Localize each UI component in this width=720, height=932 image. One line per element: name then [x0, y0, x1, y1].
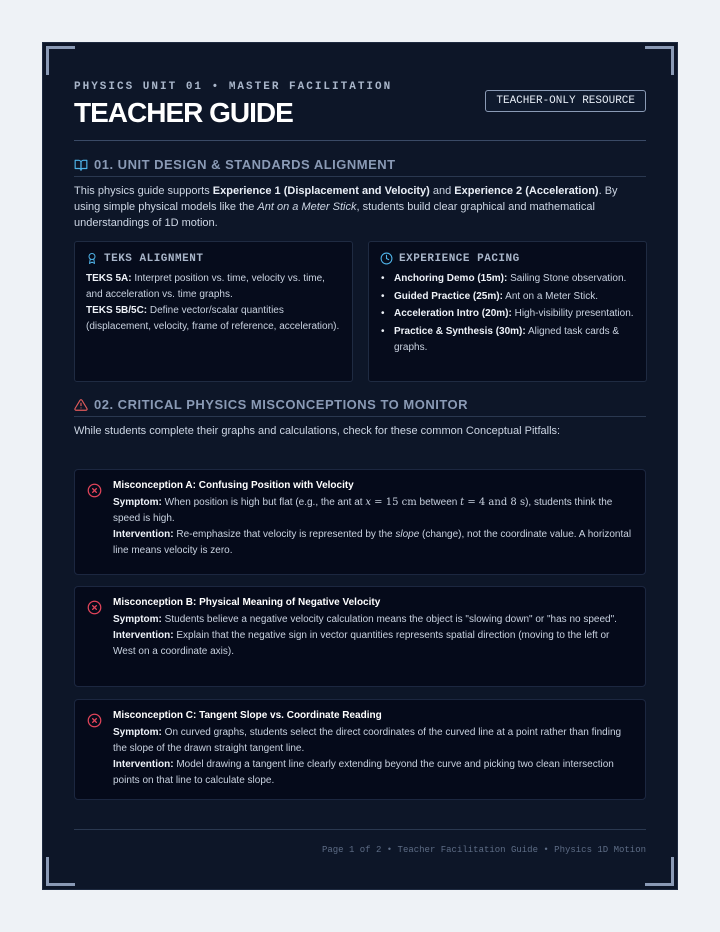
experience-pacing-card	[368, 241, 647, 382]
pacing-label: Acceleration Intro (20m):	[394, 308, 512, 319]
clock-icon	[380, 252, 393, 265]
pacing-item	[380, 324, 635, 356]
symptom-text	[113, 495, 633, 527]
error-x-circle-icon	[87, 713, 102, 728]
math-value: = 4 and 8 s	[464, 497, 526, 508]
intervention-text	[113, 527, 633, 559]
teks-text: Interpret position vs. time, velocity vs. time, and acceleration vs. time graphs.	[86, 273, 325, 300]
intervention-text	[113, 628, 633, 660]
open-book-icon	[74, 158, 88, 172]
symptom-label: Symptom:	[113, 614, 162, 625]
corner-bracket-bottom-right	[645, 857, 674, 886]
teks-card-body	[86, 271, 341, 335]
symptom-part: When position is high but flat (e.g., the ant at	[161, 497, 366, 508]
error-x-circle-icon	[87, 483, 102, 498]
pacing-text: Aligned task cards & graphs.	[394, 325, 620, 353]
symptom-label: Symptom:	[113, 497, 162, 508]
pacing-text: Sailing Stone observation.	[507, 273, 627, 284]
corner-bracket-top-right	[645, 46, 674, 75]
pacing-list	[380, 271, 635, 356]
intro-experience-1: Experience 1 (Displacement and Velocity)	[212, 185, 430, 197]
corner-bracket-top-left	[46, 46, 75, 75]
section-1-title: 01. UNIT DESIGN & STANDARDS ALIGNMENT	[94, 157, 396, 172]
symptom-part: On curved graphs, students select the direct coordinates of the curved line at a point rather than finding the slope of the drawn straight tangent line.	[113, 727, 622, 754]
teks-code: TEKS 5B/5C:	[86, 305, 148, 316]
symptom-label: Symptom:	[113, 727, 162, 738]
misconception-card-b	[74, 586, 646, 687]
math-variable: t	[460, 497, 465, 508]
misconception-body	[113, 612, 633, 660]
intro-text: , students build clear graphical and mathematical understandings of 1D motion.	[74, 201, 595, 229]
intervention-part: Re-emphasize that velocity is represented by the	[173, 529, 396, 540]
intro-experience-2: Experience 2 (Acceleration)	[454, 185, 599, 197]
intro-text: This physics guide supports	[74, 185, 213, 197]
misconception-title: Misconception A: Confusing Position with Velocity	[113, 480, 354, 491]
error-x-circle-icon	[87, 600, 102, 615]
section-2-title: 02. CRITICAL PHYSICS MISCONCEPTIONS TO MONITOR	[94, 397, 469, 412]
header-divider	[74, 140, 646, 141]
intervention-label: Intervention:	[113, 759, 174, 770]
teks-card-title: TEKS ALIGNMENT	[104, 252, 204, 265]
footer-divider	[74, 829, 646, 830]
pacing-item	[380, 271, 635, 287]
pacing-card-title: EXPERIENCE PACING	[399, 252, 520, 265]
symptom-text	[113, 612, 633, 628]
misconception-title: Misconception B: Physical Meaning of Negative Velocity	[113, 597, 381, 608]
intervention-part: (change), not the coordinate value. A horizontal line means velocity is zero.	[113, 529, 632, 556]
section-2-heading	[74, 397, 646, 417]
pacing-label: Practice & Synthesis (30m):	[394, 325, 526, 337]
intervention-label: Intervention:	[113, 529, 174, 540]
teks-item	[86, 303, 341, 335]
intervention-emphasis: slope	[395, 529, 420, 540]
section-2-intro: While students complete their graphs and calculations, check for these common Conceptual Pitfalls:	[74, 425, 561, 437]
intro-text: and	[429, 185, 455, 197]
corner-bracket-bottom-left	[46, 857, 75, 886]
symptom-part: between	[416, 497, 461, 508]
teks-card-header	[86, 252, 341, 265]
intervention-part: Explain that the negative sign in vector quantities represents spatial direction (moving to the left or West on a coordinate axis).	[113, 630, 610, 657]
section-1-intro	[74, 183, 646, 231]
math-variable: x	[365, 497, 371, 508]
symptom-part: Students believe a negative velocity calculation means the object is "slowing down" or "has no speed".	[161, 614, 617, 625]
teks-item	[86, 271, 341, 303]
intro-model-name: Ant on a Meter Stick	[257, 201, 357, 213]
misconception-title: Misconception C: Tangent Slope vs. Coordinate Reading	[113, 710, 382, 721]
intervention-label: Intervention:	[113, 630, 174, 641]
pacing-text: Ant on a Meter Stick.	[502, 290, 598, 302]
pacing-text: High-visibility presentation.	[511, 308, 634, 319]
intervention-part: Model drawing a tangent line clearly extending beyond the curve and picking two clean intersection points on that line to calculate slope.	[113, 759, 614, 786]
misconception-card-c	[74, 699, 646, 800]
symptom-text	[113, 725, 633, 757]
teks-code: TEKS 5A:	[86, 273, 132, 284]
misconception-body	[113, 495, 633, 559]
math-value: = 15 cm	[371, 497, 417, 508]
pacing-card-header	[380, 252, 635, 265]
unit-eyebrow: PHYSICS UNIT 01 • MASTER FACILITATION	[74, 81, 393, 93]
misconception-body	[113, 725, 633, 789]
pacing-label: Guided Practice (25m):	[394, 290, 503, 302]
award-ribbon-icon	[86, 252, 98, 265]
page-title: TEACHER GUIDE	[74, 97, 293, 128]
page-footer: Page 1 of 2 • Teacher Facilitation Guide • Physics 1D Motion	[321, 845, 646, 855]
pacing-label: Anchoring Demo (15m):	[394, 273, 508, 284]
misconception-card-a	[74, 469, 646, 575]
symptom-part: ), students think the speed is high.	[113, 497, 613, 524]
intro-text: . By using simple physical models like the	[74, 185, 618, 213]
section-1-heading	[74, 157, 646, 177]
pacing-item	[380, 289, 635, 305]
teacher-only-badge: TEACHER-ONLY RESOURCE	[485, 90, 646, 112]
teks-text: Define vector/scalar quantities (displacement, velocity, frame of reference, acceleration).	[86, 305, 340, 332]
pacing-item	[380, 306, 635, 322]
teks-alignment-card	[74, 241, 353, 382]
intervention-text	[113, 757, 633, 789]
warning-triangle-icon	[74, 398, 88, 412]
guide-page	[42, 42, 678, 890]
